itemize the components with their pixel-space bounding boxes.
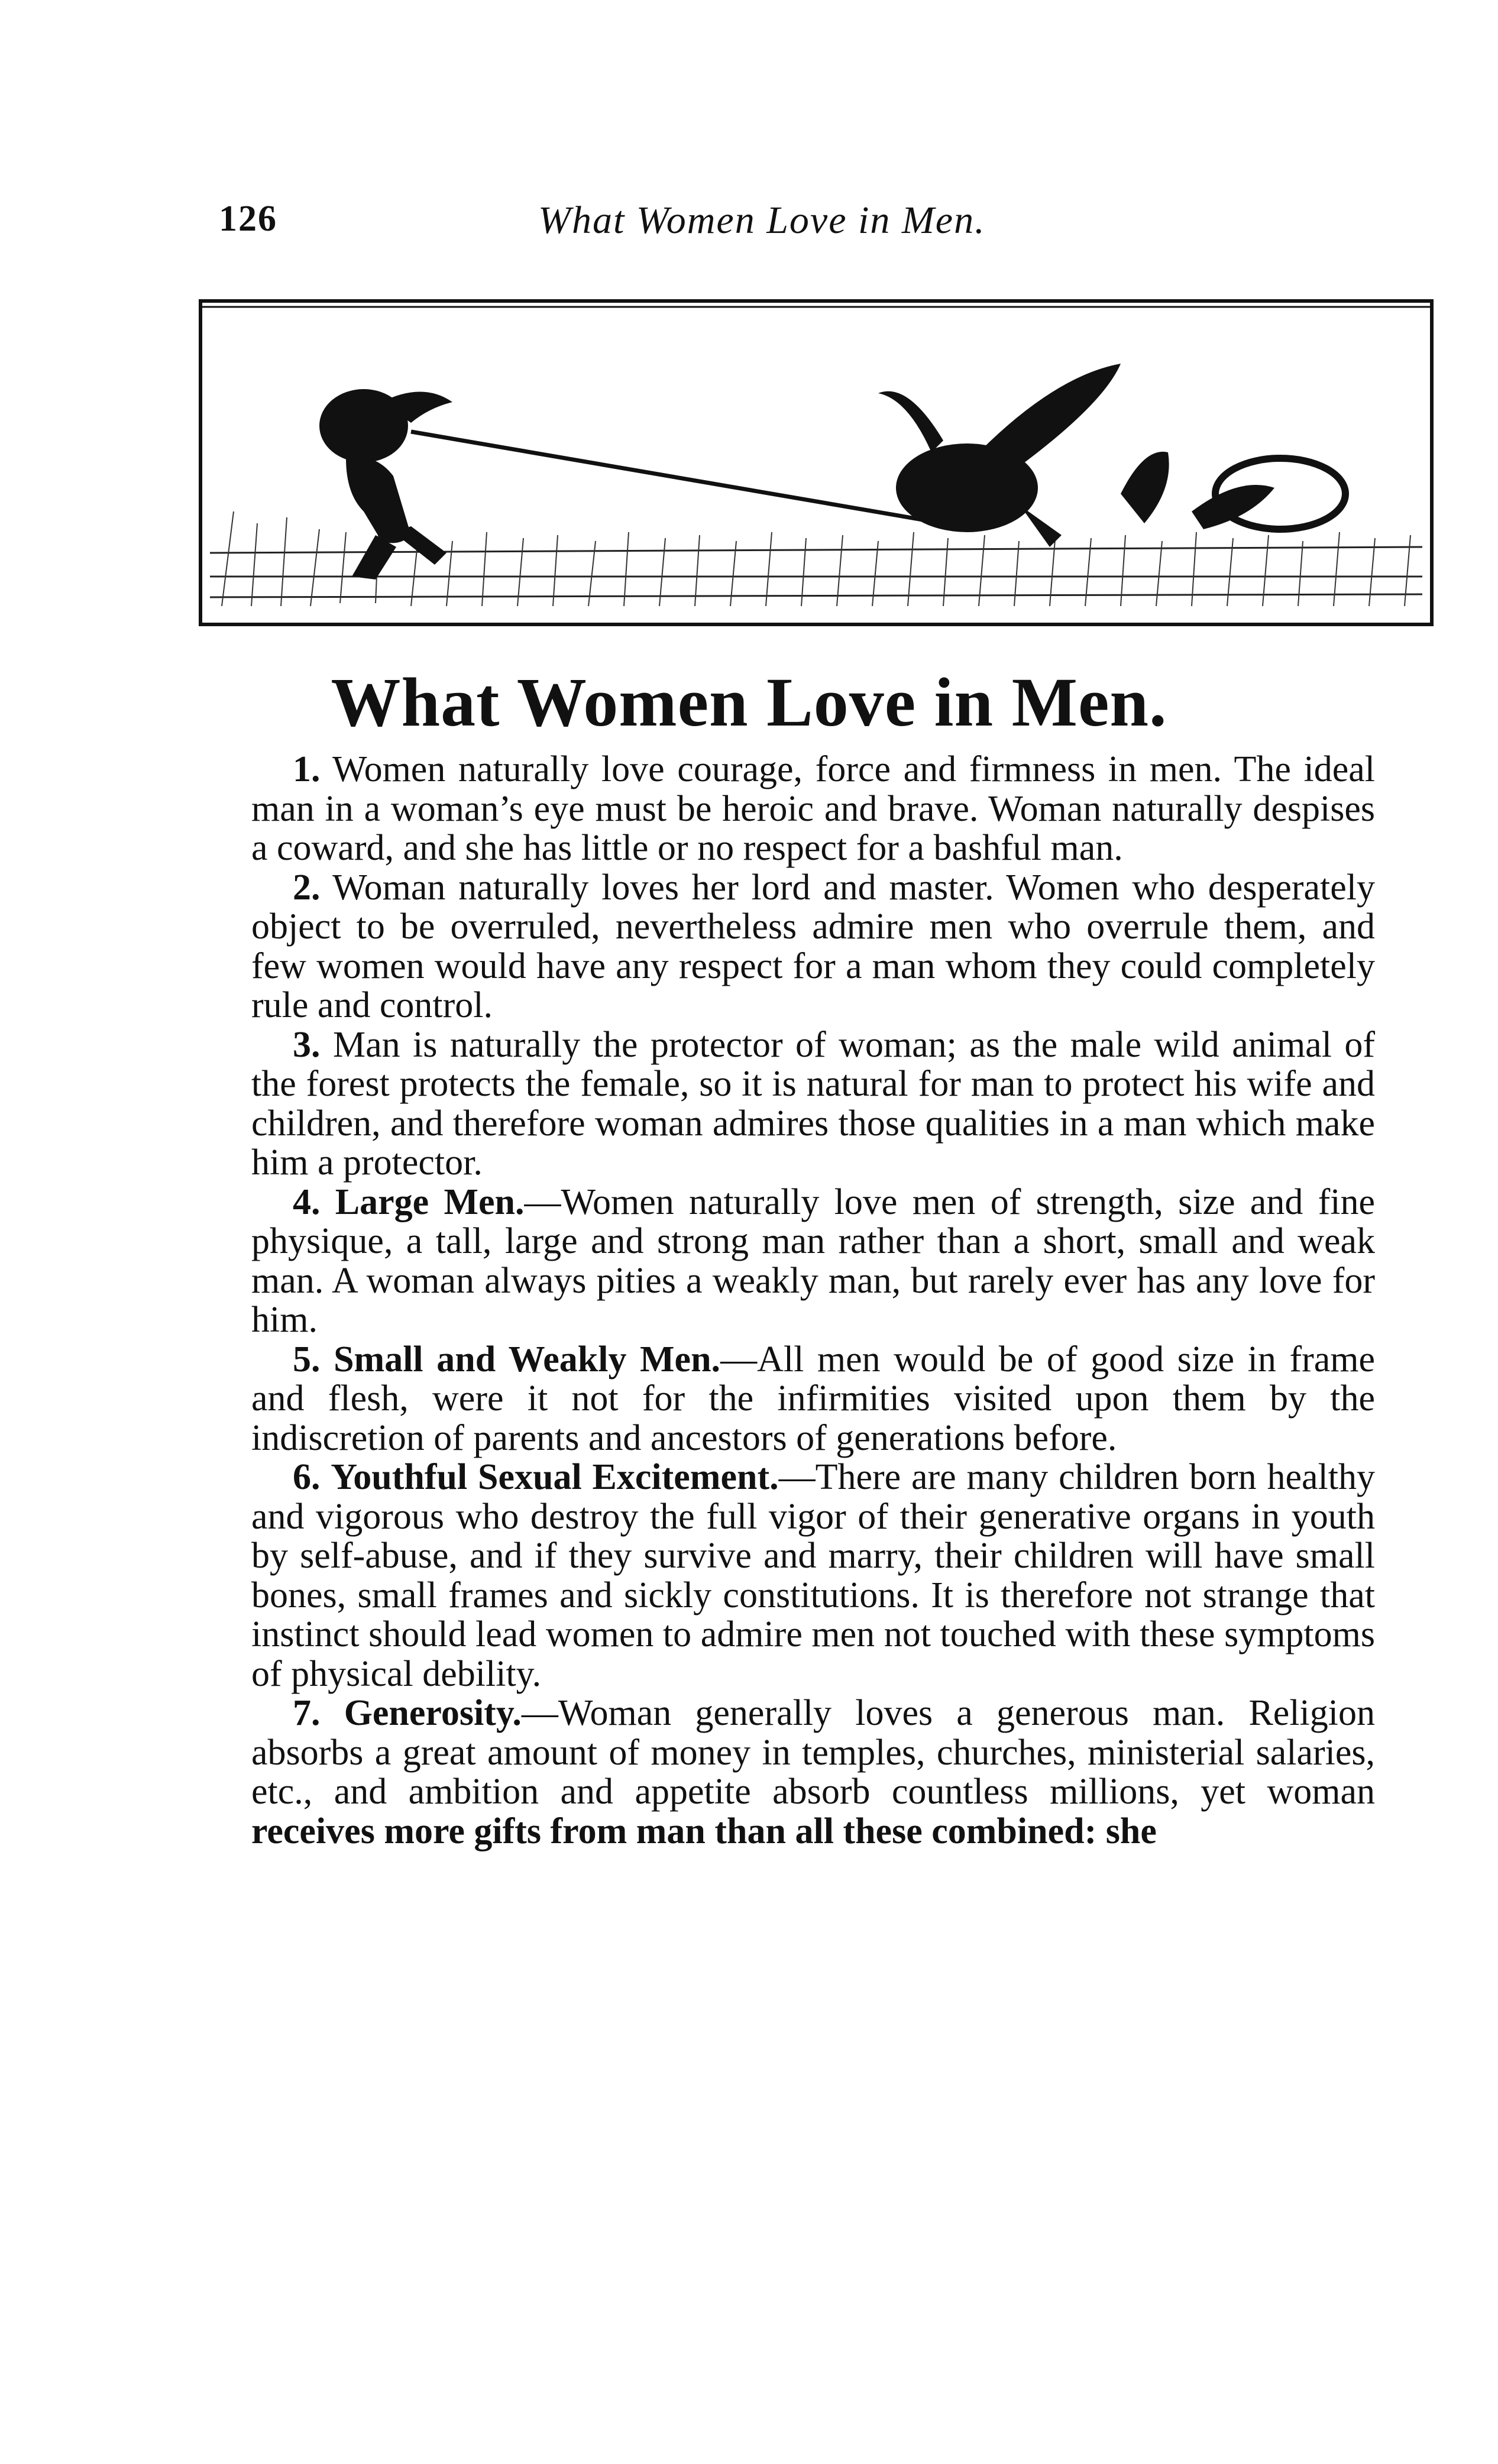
paragraph-5 bbox=[251, 1340, 1375, 1458]
paragraph-text: —All men would be of good size in frame and flesh, were it not for the infirmities visited upon them by the indiscretion of parents and ancestors of generations before. bbox=[251, 1339, 1375, 1458]
paragraph-text: Man is naturally the protector of woman; as the male wild animal of the forest protects the female, so it is natural for man to protect his wife and children, and therefore woman admires those qualities in a man which make him a protector. bbox=[251, 1024, 1376, 1183]
page-title: What Women Love in Men. bbox=[331, 663, 1167, 741]
cupid-pulling-rose-illustration bbox=[198, 299, 1434, 627]
paragraph-text: —Women naturally love men of strength, size and fine physique, a tall, large and strong man rather than a short, small and weak man. A woman always pities a weakly man, but rarely ever has any love for him. bbox=[251, 1181, 1375, 1340]
paragraph-6 bbox=[251, 1458, 1375, 1694]
paragraph-number: 1. bbox=[293, 749, 321, 789]
paragraph-text: —There are many children born healthy and vigorous who destroy the full vigor of their generative organs in youth by self-abuse, and if they survive and marry, their children will have small bones, small frames and sickly constitutions. It is therefore not strange that instinct should lead women to admire men not touched with these symptoms of physical debility. bbox=[251, 1457, 1375, 1694]
paragraph-heading: Generosity. bbox=[344, 1693, 522, 1733]
paragraph-4 bbox=[251, 1183, 1375, 1340]
page-header bbox=[219, 198, 1165, 263]
paragraph-text: —Woman generally loves a generous man. Religion absorbs a great amount of money in temples, churches, ministerial salaries, etc., and ambition and appetite absorb countless millions, yet woman bbox=[251, 1693, 1375, 1812]
article-body bbox=[251, 750, 1375, 1851]
paragraph-heading: Small and Weakly Men. bbox=[334, 1339, 721, 1380]
paragraph-number: 7. bbox=[293, 1693, 321, 1733]
paragraph-number: 4. bbox=[293, 1181, 321, 1222]
paragraph-1 bbox=[251, 750, 1375, 868]
paragraph-number: 2. bbox=[293, 867, 321, 908]
paragraph-number: 5. bbox=[293, 1339, 321, 1380]
paragraph-heading: Youthful Sexual Excitement. bbox=[331, 1457, 779, 1497]
paragraph-number: 3. bbox=[293, 1024, 321, 1065]
paragraph-number: 6. bbox=[293, 1457, 321, 1497]
paragraph-text-bold: receives more gifts from man than all these combined: she bbox=[251, 1811, 1157, 1851]
page-number: 126 bbox=[219, 199, 277, 239]
paragraph-3 bbox=[251, 1025, 1375, 1183]
paragraph-text: Woman naturally loves her lord and master. Women who desperately object to be overruled, nevertheless admire men who overrule them, and few women would have any respect for a man whom they could completely rule and control. bbox=[251, 867, 1375, 1025]
paragraph-7 bbox=[251, 1694, 1375, 1851]
paragraph-heading: Large Men. bbox=[335, 1181, 525, 1222]
running-title: What Women Love in Men. bbox=[538, 199, 986, 242]
paragraph-text: Women naturally love courage, force and firmness in men. The ideal man in a woman’s eye must be heroic and brave. Woman naturally despises a coward, and she has little or no respect for a bashful man. bbox=[251, 749, 1375, 868]
paragraph-2 bbox=[251, 868, 1375, 1025]
